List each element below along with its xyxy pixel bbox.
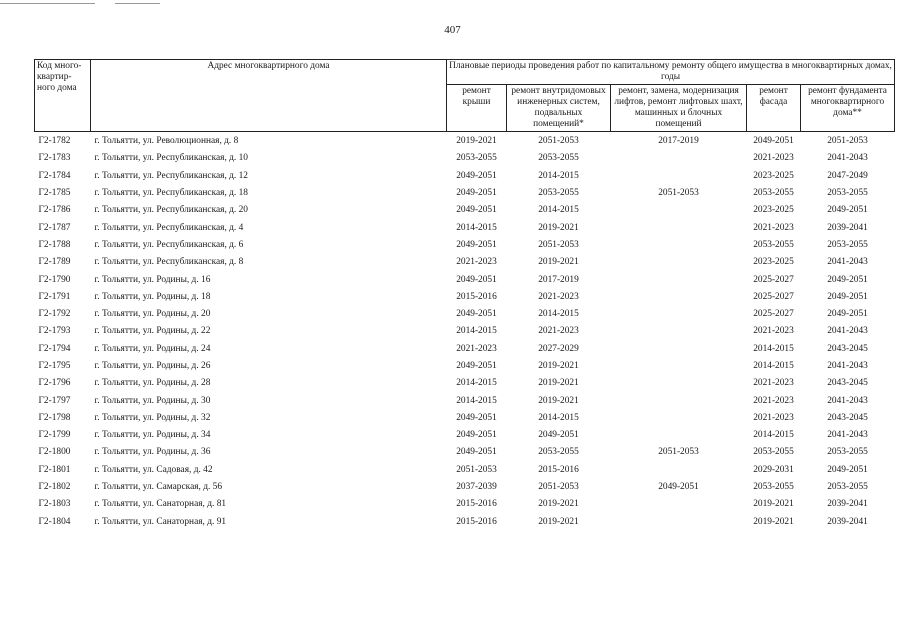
cell-lifts [611,392,747,409]
header-systems: ремонт внутридомовых инженерных систем, подвальных помещений* [507,85,611,132]
cell-address: г. Тольятти, ул. Республиканская, д. 18 [94,188,248,199]
cell-roof: 2014-2015 [456,326,497,337]
cell-systems: 2051-2053 [538,482,579,493]
cell-lifts [611,496,747,513]
table-row [35,271,895,288]
cell-code: Г2-1802 [38,482,71,493]
cell-code: Г2-1803 [38,499,71,510]
table-row [35,150,895,167]
cell-systems: 2053-2055 [538,188,579,199]
cell-facade: 2021-2023 [753,326,794,337]
cell-facade: 2023-2025 [753,205,794,216]
cell-address: г. Тольятти, ул. Самарская, д. 56 [94,482,223,493]
header-lifts: ремонт, замена, модернизация лифтов, ремонт лифтовых шахт, машинных и блочных помещений [611,85,747,132]
table-row [35,289,895,306]
cell-address: г. Тольятти, ул. Родины, д. 32 [94,412,211,423]
cell-systems: 2021-2023 [538,326,579,337]
cell-code: Г2-1795 [38,361,71,371]
cell-lifts [611,202,747,219]
cell-foundation: 2043-2045 [827,412,868,423]
cell-address: г. Тольятти, ул. Республиканская, д. 12 [94,170,248,181]
cell-foundation: 2039-2041 [827,516,868,527]
cell-foundation: 2053-2055 [827,239,868,250]
cell-foundation: 2039-2041 [827,222,868,233]
cell-facade: 2021-2023 [753,412,794,423]
table-row [35,444,895,461]
cell-systems: 2014-2015 [538,412,579,423]
cell-foundation: 2049-2051 [827,464,868,475]
cell-facade: 2053-2055 [753,447,794,458]
scan-edge-line [0,3,95,4]
cell-lifts: 2051-2053 [658,188,699,199]
table-row [35,375,895,392]
cell-systems: 2019-2021 [538,395,579,406]
cell-facade: 2023-2025 [753,170,794,181]
capital-repair-table [34,59,895,531]
cell-foundation: 2049-2051 [827,205,868,216]
table-row [35,132,895,151]
cell-code: Г2-1793 [38,326,71,337]
cell-facade: 2053-2055 [753,188,794,199]
page-number: 407 [444,24,461,36]
cell-facade: 2021-2023 [753,222,794,233]
cell-lifts: 2017-2019 [658,136,699,147]
cell-code: Г2-1799 [38,430,71,441]
cell-lifts [611,427,747,444]
cell-roof: 2049-2051 [456,274,497,285]
table-row [35,254,895,271]
cell-code: Г2-1790 [38,274,71,285]
cell-systems: 2019-2021 [538,361,579,371]
cell-facade: 2025-2027 [753,309,794,320]
cell-roof: 2053-2055 [456,153,497,164]
cell-lifts [611,150,747,167]
table-row [35,323,895,340]
cell-foundation: 2053-2055 [827,447,868,458]
cell-roof: 2014-2015 [456,395,497,406]
cell-facade: 2049-2051 [753,136,794,147]
cell-facade: 2021-2023 [753,378,794,389]
table-row [35,185,895,202]
cell-roof: 2021-2023 [456,343,497,354]
cell-address: г. Тольятти, ул. Революционная, д. 8 [94,136,239,147]
cell-address: г. Тольятти, ул. Родины, д. 22 [94,326,211,337]
table-row [35,427,895,444]
side-stamp [885,22,895,52]
cell-lifts [611,237,747,254]
cell-facade: 2023-2025 [753,257,794,268]
cell-roof: 2015-2016 [456,516,497,527]
cell-foundation: 2047-2049 [827,170,868,181]
cell-roof: 2037-2039 [456,482,497,493]
cell-roof: 2051-2053 [456,464,497,475]
cell-address: г. Тольятти, ул. Родины, д. 24 [94,343,211,354]
cell-lifts [611,306,747,323]
cell-address: г. Тольятти, ул. Садовая, д. 42 [94,464,213,475]
cell-roof: 2049-2051 [456,188,497,199]
cell-foundation: 2051-2053 [827,136,868,147]
cell-address: г. Тольятти, ул. Республиканская, д. 6 [94,239,244,250]
cell-systems: 2015-2016 [538,464,579,475]
cell-address: г. Тольятти, ул. Родины, д. 28 [94,378,211,389]
table-row [35,237,895,254]
table-row [35,202,895,219]
cell-address: г. Тольятти, ул. Родины, д. 34 [94,430,211,441]
cell-address: г. Тольятти, ул. Родины, д. 36 [94,447,211,458]
cell-address: г. Тольятти, ул. Родины, д. 30 [94,395,211,406]
cell-code: Г2-1783 [38,153,71,164]
cell-code: Г2-1796 [38,378,71,389]
scan-edge-line [115,3,160,4]
cell-address: г. Тольятти, ул. Санаторная, д. 91 [94,516,227,527]
table-row [35,358,895,375]
cell-systems: 2019-2021 [538,222,579,233]
cell-code: Г2-1786 [38,205,71,216]
cell-systems: 2027-2029 [538,343,579,354]
cell-lifts [611,341,747,358]
cell-facade: 2029-2031 [753,464,794,475]
cell-roof: 2049-2051 [456,430,497,441]
cell-roof: 2021-2023 [456,257,497,268]
table-row [35,514,895,531]
cell-lifts [611,254,747,271]
cell-systems: 2014-2015 [538,205,579,216]
cell-foundation: 2039-2041 [827,499,868,510]
cell-code: Г2-1800 [38,447,71,458]
cell-lifts: 2051-2053 [658,447,699,458]
cell-systems: 2014-2015 [538,309,579,320]
cell-systems: 2019-2021 [538,257,579,268]
cell-facade: 2014-2015 [753,430,794,441]
cell-code: Г2-1801 [38,464,71,475]
cell-roof: 2015-2016 [456,291,497,302]
cell-code: Г2-1804 [38,516,71,527]
cell-facade: 2021-2023 [753,395,794,406]
cell-code: Г2-1789 [38,257,71,268]
cell-code: Г2-1784 [38,170,71,181]
cell-code: Г2-1791 [38,291,71,302]
cell-lifts [611,375,747,392]
cell-code: Г2-1794 [38,343,71,354]
cell-foundation: 2043-2045 [827,343,868,354]
cell-lifts [611,271,747,288]
cell-lifts [611,289,747,306]
cell-code: Г2-1782 [38,136,71,147]
cell-address: г. Тольятти, ул. Республиканская, д. 8 [94,257,244,268]
cell-lifts: 2049-2051 [658,482,699,493]
cell-foundation: 2043-2045 [827,378,868,389]
cell-systems: 2019-2021 [538,378,579,389]
cell-foundation: 2049-2051 [827,274,868,285]
cell-systems: 2051-2053 [538,136,579,147]
cell-roof: 2019-2021 [456,136,497,147]
table-row [35,496,895,513]
header-facade: ремонт фасада [747,85,801,132]
cell-facade: 2053-2055 [753,239,794,250]
cell-code: Г2-1792 [38,309,71,320]
cell-address: г. Тольятти, ул. Родины, д. 26 [94,361,211,371]
cell-roof: 2049-2051 [456,170,497,181]
cell-roof: 2049-2051 [456,205,497,216]
cell-code: Г2-1785 [38,188,71,199]
cell-lifts [611,323,747,340]
cell-facade: 2019-2021 [753,499,794,510]
cell-foundation: 2041-2043 [827,153,868,164]
cell-foundation: 2041-2043 [827,326,868,337]
cell-systems: 2051-2053 [538,239,579,250]
cell-address: г. Тольятти, ул. Санаторная, д. 81 [94,499,227,510]
cell-foundation: 2053-2055 [827,482,868,493]
cell-foundation: 2049-2051 [827,291,868,302]
header-code: Код много-квартир-ного дома [35,60,91,132]
cell-foundation: 2041-2043 [827,361,868,371]
cell-facade: 2019-2021 [753,516,794,527]
cell-systems: 2053-2055 [538,447,579,458]
cell-foundation: 2041-2043 [827,395,868,406]
header-foundation: ремонт фундамента многоквартирного дома** [801,85,895,132]
table-row [35,392,895,409]
cell-code: Г2-1798 [38,412,71,423]
cell-facade: 2025-2027 [753,291,794,302]
header-periods: Плановые периоды проведения работ по капитальному ремонту общего имущества в многоквартирных домах, годы [447,60,895,85]
cell-roof: 2014-2015 [456,222,497,233]
cell-code: Г2-1787 [38,222,71,233]
cell-systems: 2053-2055 [538,153,579,164]
cell-systems: 2049-2051 [538,430,579,441]
cell-address: г. Тольятти, ул. Республиканская, д. 4 [94,222,244,233]
cell-code: Г2-1797 [38,395,71,406]
cell-facade: 2021-2023 [753,153,794,164]
cell-roof: 2049-2051 [456,361,497,371]
table-row [35,410,895,427]
cell-roof: 2049-2051 [456,309,497,320]
cell-lifts [611,514,747,531]
cell-facade: 2014-2015 [753,343,794,354]
cell-systems: 2019-2021 [538,499,579,510]
cell-lifts [611,358,747,375]
cell-address: г. Тольятти, ул. Родины, д. 16 [94,274,211,285]
cell-address: г. Тольятти, ул. Родины, д. 20 [94,309,211,320]
cell-systems: 2021-2023 [538,291,579,302]
cell-foundation: 2041-2043 [827,257,868,268]
cell-roof: 2049-2051 [456,447,497,458]
table-row [35,306,895,323]
cell-address: г. Тольятти, ул. Родины, д. 18 [94,291,211,302]
cell-code: Г2-1788 [38,239,71,250]
cell-systems: 2017-2019 [538,274,579,285]
header-roof: ремонт крыши [447,85,507,132]
cell-systems: 2019-2021 [538,516,579,527]
cell-foundation: 2053-2055 [827,188,868,199]
table-row [35,479,895,496]
cell-roof: 2049-2051 [456,412,497,423]
cell-lifts [611,168,747,185]
cell-facade: 2025-2027 [753,274,794,285]
table-row [35,168,895,185]
cell-lifts [611,219,747,236]
cell-roof: 2049-2051 [456,239,497,250]
table-row [35,219,895,236]
cell-systems: 2014-2015 [538,170,579,181]
table-row [35,462,895,479]
header-address: Адрес многоквартирного дома [91,60,447,132]
cell-roof: 2014-2015 [456,378,497,389]
cell-lifts [611,462,747,479]
table-body [35,132,895,531]
cell-foundation: 2049-2051 [827,309,868,320]
cell-roof: 2015-2016 [456,499,497,510]
cell-lifts [611,410,747,427]
cell-facade: 2014-2015 [753,361,794,371]
cell-address: г. Тольятти, ул. Республиканская, д. 20 [94,205,248,216]
cell-foundation: 2041-2043 [827,430,868,441]
cell-address: г. Тольятти, ул. Республиканская, д. 10 [94,153,248,164]
table-row [35,341,895,358]
cell-facade: 2053-2055 [753,482,794,493]
